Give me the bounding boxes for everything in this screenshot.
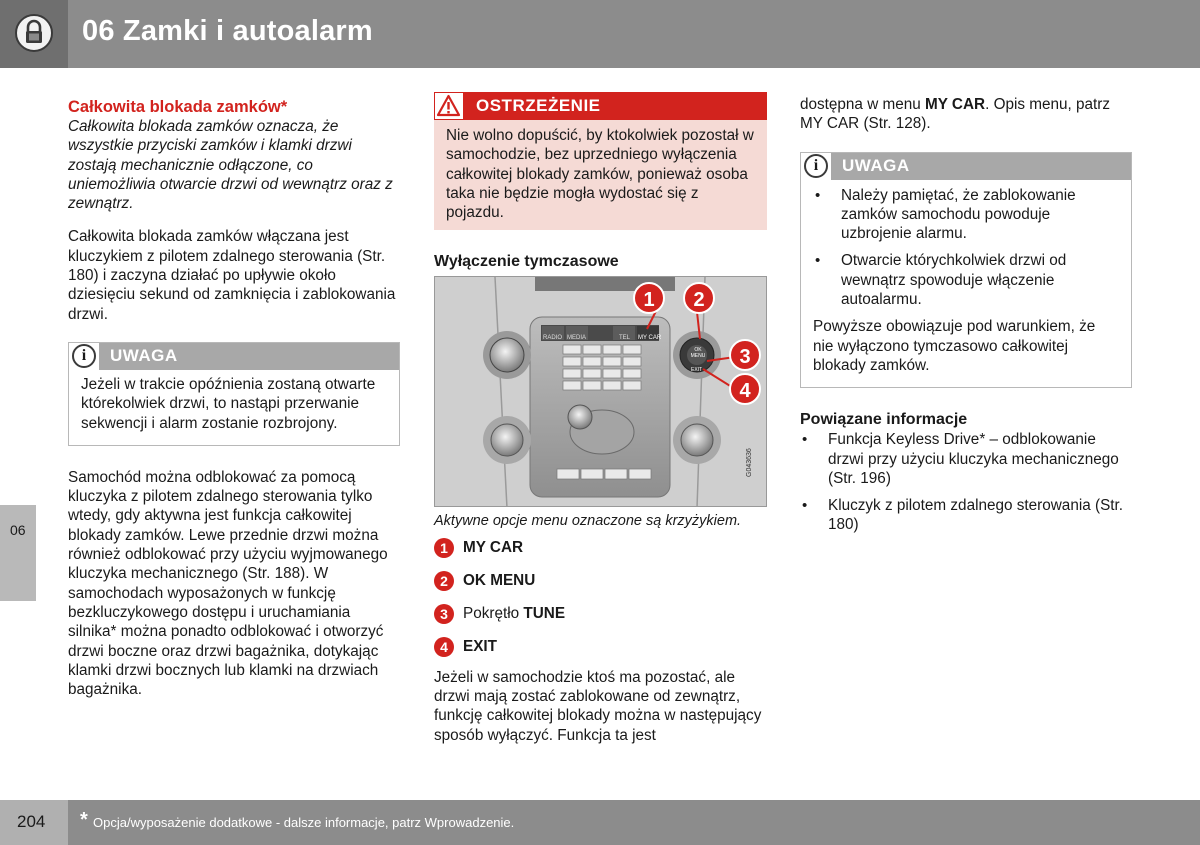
section-title: Całkowita blokada zamków* [68, 98, 288, 116]
knob-label-ok-menu: OK MENU [690, 347, 706, 360]
related-title: Powiązane informacje [800, 411, 968, 429]
footnote-star: * [80, 809, 88, 831]
column-3 [800, 95, 1132, 543]
info-icon: i [804, 154, 828, 178]
menu-name: MY CAR [925, 96, 986, 113]
header-icon-box [0, 0, 68, 68]
callout-2: 2 [683, 282, 715, 314]
callout-3: 3 [729, 339, 761, 371]
warning-box [434, 92, 767, 230]
legend-number: 3 [434, 604, 454, 624]
subsection-title: Wyłączenie tymczasowe [434, 253, 619, 271]
page-number: 204 [0, 800, 68, 845]
warning-icon [435, 93, 462, 118]
paragraph: Jeżeli w samochodzie ktoś ma pozostać, ale drzwi mają zostać zablokowane od zewnątrz, funkcję całkowitej blokady można w następujący sposób wyłączyć. Funkcja ta jest [434, 668, 762, 744]
footnote-text: Opcja/wyposażenie dodatkowe - dalsze informacje, patrz Wprowadzenie. [93, 815, 515, 830]
legend-text: MY CAR [463, 538, 524, 556]
note-label: UWAGA [110, 345, 178, 365]
warning-header [434, 92, 767, 120]
related-link[interactable]: • Kluczyk z pilotem zdalnego sterowania (Str. 180) [800, 496, 1132, 535]
knob-label-exit: EXIT [691, 367, 703, 374]
note-header [801, 153, 1131, 180]
legend-text: EXIT [463, 637, 497, 655]
legend-item [434, 571, 767, 590]
related-link[interactable]: • Funkcja Keyless Drive* – odblokowanie drzwi przy użyciu kluczyka mechanicznego (Str. 196) [800, 430, 1132, 488]
legend-item [434, 538, 767, 557]
note-box [68, 342, 400, 446]
figure-code: G043636 [746, 448, 753, 478]
callout-1: 1 [633, 282, 665, 314]
intro-paragraph: Całkowita blokada zamków oznacza, że wszystkie przyciski zamków i klamki drzwi zostają mechanicznie odłączone, co uniemożliwia otwarcie drzwi od wewnątrz oraz z zewnątrz. [68, 118, 393, 213]
note-text: Powyższe obowiązuje pod warunkiem, że nie wyłączono tymczasowo całkowitej blokady zamków. [813, 318, 1096, 374]
note-label: UWAGA [842, 155, 910, 175]
note-header [69, 343, 399, 370]
button-radio: RADIO [543, 335, 563, 342]
control-panel-figure [434, 276, 767, 507]
legend-item [434, 604, 767, 623]
legend-prefix: Pokrętło [463, 604, 524, 622]
paragraph: Całkowita blokada zamków włączana jest kluczykiem z pilotem zdalnego sterowania (Str. 180) i zaczyna działać po upływie około dziesięciu sekund od zamknięcia i zablokowania drzwi. [68, 228, 396, 323]
figure-caption: Aktywne opcje menu oznaczone są krzyżykiem. [434, 513, 742, 530]
legend-text: TUNE [523, 604, 566, 622]
legend-text: OK MENU [463, 571, 536, 589]
note-text: Jeżeli w trakcie opóźnienia zostaną otwarte którekolwiek drzwi, to nastąpi przerwanie sekwencji i alarm zostanie rozbrojony. [81, 375, 376, 432]
note-box [800, 152, 1132, 389]
button-media: MEDIA [567, 335, 587, 342]
warning-text: Nie wolno dopuścić, by ktokolwiek pozostał w samochodzie, bez uprzedniego wyłączenia całkowitej blokady zamków, ponieważ osoba taka nie będzie mogła wydostać się z pojazdu. [446, 127, 754, 222]
column-2 [434, 92, 767, 757]
note-bullet-list [813, 186, 1119, 310]
page-footer [0, 800, 1200, 845]
paragraph: Samochód można odblokować za pomocą kluczyka z pilotem zdalnego sterowania tylko wtedy, gdy aktywna jest funkcja całkowitej blokady zamków. Lewe przednie drzwi można również odblokować przy użyciu wyjmowanego kluczyka mechanicznego (Str. 188). W samochodach wyposażonych w funkcję bezkluczykowego dostępu i uruchamiania silnika* można ponadto odblokować i otworzyć drzwi boczne oraz drzwi bagażnika, dotykając klamki drzwi bocznych lub klamki na drzwiach bagażnika. [68, 468, 388, 699]
legend-number: 4 [434, 637, 454, 657]
related-list [800, 430, 1132, 534]
paragraph-text: . Opis menu, patrz MY CAR (Str. 128). [800, 96, 1111, 133]
page-header [0, 0, 1200, 68]
chapter-title: 06 Zamki i autoalarm [82, 15, 373, 47]
lock-icon [15, 14, 53, 52]
paragraph-text: dostępna w menu [800, 96, 926, 113]
info-icon: i [72, 344, 96, 368]
legend-item [434, 637, 767, 656]
legend-number: 1 [434, 538, 454, 558]
legend-number: 2 [434, 571, 454, 591]
paragraph [800, 95, 1132, 134]
note-bullet: • Otwarcie którychkolwiek drzwi od wewnątrz spowoduje włączenie autoalarmu. [813, 251, 1119, 309]
side-tab-label: 06 [10, 522, 26, 538]
button-tel: TEL [619, 335, 631, 342]
callout-4: 4 [729, 373, 761, 405]
column-1 [68, 92, 400, 711]
chapter-side-tab [0, 505, 36, 601]
button-my-car: MY CAR [638, 335, 662, 342]
warning-label: OSTRZEŻENIE [476, 96, 601, 115]
note-bullet: • Należy pamiętać, że zablokowanie zamków samochodu powoduje uzbrojenie alarmu. [813, 186, 1119, 244]
